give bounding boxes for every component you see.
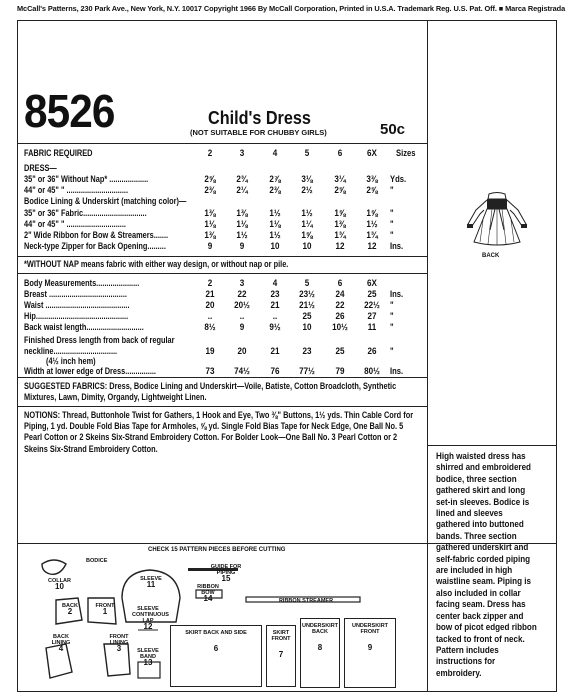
body-row-value: 22 <box>237 289 247 299</box>
lining-row-value: 1⅛ <box>204 219 216 229</box>
body-row-value: 27 <box>367 311 377 321</box>
lining-row-value: 10 <box>270 241 280 251</box>
width-row-unit: Ins. <box>390 366 404 376</box>
fabric-row-value: 2⅝ <box>334 185 346 195</box>
pattern-title: Child's Dress <box>208 108 311 128</box>
fabric-header-value: 5 <box>304 148 310 158</box>
back-piece-label: BACK 2 <box>62 603 78 616</box>
fabric-header-value: 3 <box>239 148 245 158</box>
lining-row-unit: " <box>390 208 394 218</box>
lining-row-value: 1⅜ <box>236 208 248 218</box>
lining-row-value: 1⅜ <box>204 208 216 218</box>
lining-row-value: 1½ <box>301 208 313 218</box>
pattern-subtitle: (NOT SUITABLE FOR CHUBBY GIRLS) <box>190 128 327 137</box>
body-row-value: 21 <box>270 300 280 310</box>
body-row-value: 21½ <box>299 300 315 310</box>
fabric-row-value: 2⅞ <box>269 174 281 184</box>
body-row-value: 9 <box>239 322 245 332</box>
finished-row-value: 21 <box>270 346 280 356</box>
nap-note: *WITHOUT NAP means fabric with either way design, or without nap or pile. <box>24 259 289 269</box>
fabric-row-value: 3⅛ <box>301 174 313 184</box>
width-row-value: 80½ <box>364 366 380 376</box>
finished-row-label: neckline............................... <box>24 346 118 356</box>
dress-description: High waisted dress has shirred and embroidered bodice, three section gathered skirt and long set-in sleeves. Bodice is lined and sleeves gathered into buttoned bands. Three section gathered underskirt and self-fabric corded piping are included in high waistline seam. Piping is also included in collar facing seam. Dress has center back zipper and bow of picot edged ribbon tacked to front of neck. Pattern includes instructions for embroidery. <box>436 450 537 678</box>
body-row-value: 9½ <box>269 322 281 332</box>
finished-row-value: 26 <box>367 346 377 356</box>
fabric-row-value: 2⅝ <box>204 174 216 184</box>
body-row-value: .. <box>207 311 213 321</box>
lining-row-value: 1¾ <box>366 230 378 240</box>
guide-label: GUIDE FOR PIPING 15 <box>210 564 242 583</box>
ribbon-streamer-label: RIBBON STREAMER <box>278 598 334 604</box>
skirt-front-piece: SKIRT FRONT 7 <box>266 625 296 687</box>
body-row-value: 21 <box>205 289 215 299</box>
fabric-row-value: 2¾ <box>236 174 248 184</box>
finished-row-value: 23 <box>302 346 312 356</box>
body-row-value: 25 <box>367 289 377 299</box>
fabric-header-label: FABRIC REQUIRED <box>24 148 93 158</box>
finished-label-label: Finished Dress length from back of regular <box>24 335 175 345</box>
fabric-row-unit: " <box>390 185 394 195</box>
fabric-row-value: 2⅜ <box>204 185 216 195</box>
hem-note-label: (4½ inch hem) <box>46 356 96 366</box>
fabrics-rule <box>17 377 427 378</box>
lining-row-unit: Ins. <box>390 241 404 251</box>
back-view-illustration <box>462 190 532 254</box>
lining-row-unit: " <box>390 230 394 240</box>
fabric-row-label: 35" or 36" Without Nap* ................... <box>24 174 149 184</box>
back-lining-label: BACK LINING 4 <box>51 634 71 653</box>
body-header-label: Body Measurements..................... <box>24 278 140 288</box>
width-row-value: 76 <box>270 366 280 376</box>
lining-row-value: 10 <box>302 241 312 251</box>
lining-row-value: 1⅝ <box>301 230 313 240</box>
body-row-label: Breast ...................................... <box>24 289 127 299</box>
dress-label-label: DRESS— <box>24 163 57 173</box>
lining-row-value: 1½ <box>236 230 248 240</box>
fabric-row-label: 44" or 45" " .............................. <box>24 185 129 195</box>
pieces-title: CHECK 15 PATTERN PIECES BEFORE CUTTING <box>148 547 286 553</box>
sleeve-lap-label: SLEEVE CONTINUOUS LAP 12 <box>132 606 169 631</box>
body-row-value: .. <box>272 311 278 321</box>
front-lining-label: FRONT LINING 3 <box>109 634 129 653</box>
front-piece-label: FRONT 1 <box>95 603 115 616</box>
body-header-value: 6 <box>337 278 343 288</box>
finished-row-value: 20 <box>237 346 247 356</box>
nap-rule-bottom <box>17 273 427 274</box>
copyright-header: McCall's Patterns, 230 Park Ave., New York, N.Y. 10017 Copyright 1966 By McCall Corporation, Printed in U.S.A. Trademark Reg. U.S. Pat. Off. ■ Marca Registrada <box>17 4 566 13</box>
body-row-value: 20½ <box>234 300 250 310</box>
lining-row-label: Neck-type Zipper for Back Opening......... <box>24 241 166 251</box>
fabric-row-value: 3¼ <box>334 174 346 184</box>
body-header-value: 3 <box>239 278 245 288</box>
sleeve-band-label: SLEEVE BAND 13 <box>137 648 159 667</box>
lining-row-value: 1⅜ <box>334 219 346 229</box>
underskirt-front-piece: UNDERSKIRT FRONT 9 <box>344 618 396 688</box>
width-row-label: Width at lower edge of Dress............... <box>24 366 156 376</box>
body-row-label: Back waist length............................ <box>24 322 144 332</box>
sleeve-label: SLEEVE 11 <box>140 576 162 589</box>
finished-row-value: 19 <box>205 346 215 356</box>
finished-row-unit: " <box>390 346 394 356</box>
pattern-number: 8526 <box>24 85 115 137</box>
body-row-value: 23½ <box>299 289 315 299</box>
lining-row-label: 35" or 36" Fabric............................... <box>24 208 147 218</box>
lining-row-value: 12 <box>335 241 345 251</box>
skirt-back-piece: SKIRT BACK AND SIDE 6 <box>170 625 262 687</box>
body-row-value: 11 <box>367 322 377 332</box>
fabric-header-value: 6 <box>337 148 343 158</box>
bodice-label: BODICE <box>86 558 108 564</box>
lining-row-unit: " <box>390 219 394 229</box>
body-row-unit: " <box>390 322 394 332</box>
fabric-header-value: 4 <box>272 148 278 158</box>
pattern-price: 50c <box>380 121 406 138</box>
body-row-value: 22 <box>335 300 345 310</box>
lining-row-label: 2" Wide Ribbon for Bow & Streamers....... <box>24 230 169 240</box>
body-row-value: 26 <box>335 311 345 321</box>
width-row-value: 79 <box>335 366 345 376</box>
lining-row-value: 1⅛ <box>269 219 281 229</box>
lining-row-value: 1¾ <box>334 230 346 240</box>
lining-row-value: 1½ <box>366 219 378 229</box>
notions: NOTIONS: Thread, Buttonhole Twist for Gathers, 1 Hook and Eye, Two ⅜" Buttons, 1½ yds. Thin Cable Cord for Piping, 1 yd. Double Fold Bias Tape for Armholes, ⅝ yd. Single Fold Bias Tape for Neck Edge, One Ball No. 5 Pearl Cotton or 2 Skeins Six-Strand Embroidery Cotton. For Bolder Look—One Ball No. 3 Pearl Cotton or 2 Skeins Six-Strand Embroidery Cotton. <box>24 410 414 454</box>
body-row-value: 10 <box>302 322 312 332</box>
body-header-value: 4 <box>272 278 278 288</box>
lining-row-value: 1½ <box>269 230 281 240</box>
body-row-unit: " <box>390 300 394 310</box>
width-row-value: 77½ <box>299 366 315 376</box>
width-row-value: 73 <box>205 366 215 376</box>
lining-row-value: 1¼ <box>301 219 313 229</box>
fabric-row-value: 2½ <box>301 185 313 195</box>
lining-row-value: 1⅜ <box>204 230 216 240</box>
lining-row-value: 12 <box>367 241 377 251</box>
suggested-fabrics: SUGGESTED FABRICS: Dress, Bodice Lining and Underskirt—Voile, Batiste, Cotton Broadcloth, Synthetic Mixtures, Lawn, Dimity, Organdy, Lightweight Linen. <box>24 381 397 403</box>
body-row-value: 23 <box>270 289 280 299</box>
body-row-label: Hip............................................. <box>24 311 129 321</box>
underskirt-back-piece: UNDERSKIRT BACK 8 <box>300 618 340 688</box>
collar-label: COLLAR 10 <box>48 578 71 591</box>
nap-rule-top <box>17 256 427 257</box>
body-row-value: 10½ <box>332 322 348 332</box>
fabric-header-value: 6X <box>367 148 377 158</box>
back-view-label: BACK <box>482 253 500 259</box>
notions-rule <box>17 406 427 407</box>
fabric-row-value: 2¼ <box>236 185 248 195</box>
width-row-value: 74½ <box>234 366 250 376</box>
body-header-value: 2 <box>207 278 213 288</box>
lining-row-value: 9 <box>207 241 213 251</box>
body-row-value: 24 <box>335 289 345 299</box>
body-row-label: Waist ......................................... <box>24 300 130 310</box>
fabric-row-value: 2⅜ <box>269 185 281 195</box>
fabric-row-value: 2⅝ <box>366 185 378 195</box>
body-row-unit: " <box>390 311 394 321</box>
body-header-value: 6X <box>367 278 377 288</box>
body-row-value: 20 <box>205 300 215 310</box>
lining-row-value: 1½ <box>269 208 281 218</box>
fabric-top-rule <box>17 143 427 144</box>
lining-row-value: 1⅛ <box>236 219 248 229</box>
body-header-value: 5 <box>304 278 310 288</box>
body-row-value: .. <box>239 311 245 321</box>
lining-row-value: 1⅝ <box>334 208 346 218</box>
fabric-header-unit: Sizes <box>396 148 416 158</box>
body-row-value: 22½ <box>364 300 380 310</box>
description-divider <box>427 445 557 446</box>
body-row-value: 8½ <box>204 322 216 332</box>
lining-label-label: Bodice Lining & Underskirt (matching color)— <box>24 196 187 206</box>
lining-row-label: 44" or 45" " ............................. <box>24 219 126 229</box>
lining-row-value: 9 <box>239 241 245 251</box>
fabric-row-unit: Yds. <box>390 174 407 184</box>
fabric-row-value: 3⅜ <box>366 174 378 184</box>
ribbon-bow-label: RIBBON BOW 14 <box>197 584 219 603</box>
body-row-value: 25 <box>302 311 312 321</box>
lining-row-value: 1⅝ <box>366 208 378 218</box>
fabric-header-value: 2 <box>207 148 213 158</box>
body-row-unit: Ins. <box>390 289 404 299</box>
finished-row-value: 25 <box>335 346 345 356</box>
